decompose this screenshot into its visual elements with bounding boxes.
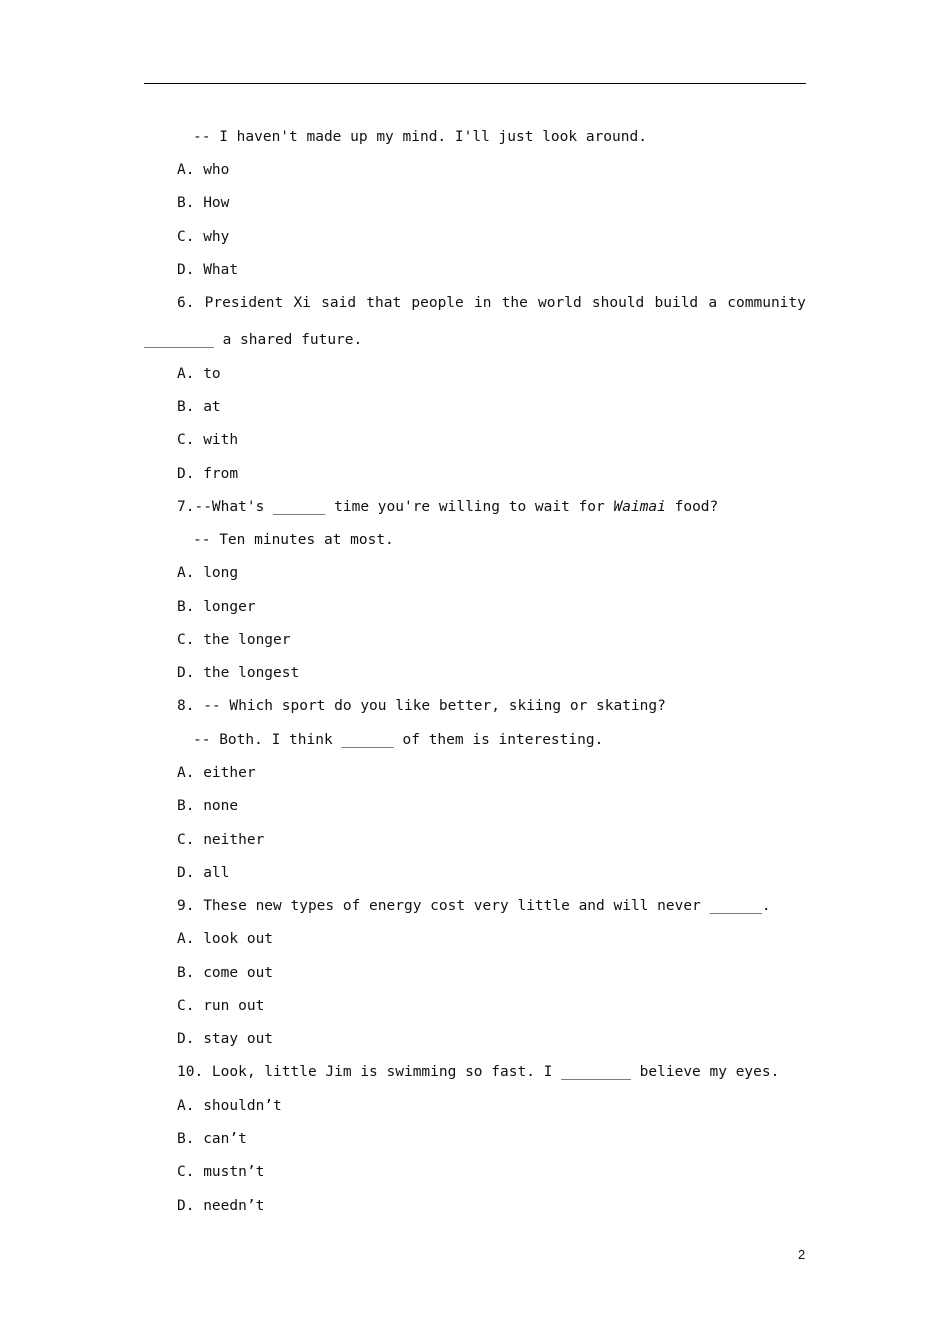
q7-stem — [177, 497, 718, 517]
q9-option-b: B. come out — [177, 965, 274, 981]
q8-stem: 8. -- Which sport do you like better, skiing or skating? — [177, 698, 666, 714]
header-rule — [144, 83, 806, 84]
q5-option-a: A. who — [177, 162, 230, 178]
q8-option-a: A. either — [177, 765, 256, 781]
page-number: 2 — [798, 1247, 806, 1262]
q9-option-c: C. run out — [177, 998, 265, 1014]
q6-word: said — [321, 295, 357, 311]
q6-word: people — [411, 295, 464, 311]
q6-option-d: D. from — [177, 466, 239, 482]
q6-word: the — [501, 295, 528, 311]
q9-stem: 9. These new types of energy cost very little and will never ______. — [177, 898, 771, 914]
q6-word: community — [727, 295, 806, 311]
q6-stem-line1 — [177, 293, 806, 313]
q6-word: build — [654, 295, 699, 311]
q7-option-d: D. the longest — [177, 665, 300, 681]
q5-option-b: B. How — [177, 195, 230, 211]
q10-option-c: C. mustn’t — [177, 1164, 265, 1180]
q6-stem-line2: ________ a shared future. — [144, 332, 363, 348]
q6-word: 6. — [177, 295, 195, 311]
q10-option-a: A. shouldn’t — [177, 1098, 282, 1114]
q8-option-c: C. neither — [177, 832, 265, 848]
q8-option-d: D. all — [177, 865, 230, 881]
q8-reply: -- Both. I think ______ of them is interesting. — [193, 732, 604, 748]
q6-word: that — [366, 295, 402, 311]
q9-option-d: D. stay out — [177, 1031, 274, 1047]
q6-word: President — [204, 295, 284, 311]
q6-option-a: A. to — [177, 366, 221, 382]
q6-word: a — [708, 295, 718, 311]
q6-option-b: B. at — [177, 399, 221, 415]
q6-word: in — [473, 295, 492, 311]
q7-reply: -- Ten minutes at most. — [193, 532, 394, 548]
q6-word: Xi — [293, 295, 311, 311]
q7-stem-pre: 7.--What's ______ time you're willing to wait for — [177, 499, 614, 515]
q7-option-c: C. the longer — [177, 632, 291, 648]
q10-stem: 10. Look, little Jim is swimming so fast. I ________ believe my eyes. — [177, 1064, 780, 1080]
q5-option-c: C. why — [177, 229, 230, 245]
q6-option-c: C. with — [177, 432, 239, 448]
q6-word: world — [538, 295, 582, 311]
q10-option-b: B. can’t — [177, 1131, 247, 1147]
q9-option-a: A. look out — [177, 931, 274, 947]
q6-word: should — [591, 295, 645, 311]
q5-option-d: D. What — [177, 262, 239, 278]
q7-option-b: B. longer — [177, 599, 256, 615]
q8-option-b: B. none — [177, 798, 239, 814]
q7-stem-italic: Waimai — [613, 499, 666, 515]
q7-option-a: A. long — [177, 565, 239, 581]
q5-reply: -- I haven't made up my mind. I'll just look around. — [193, 129, 647, 145]
q10-option-d: D. needn’t — [177, 1198, 265, 1214]
q7-stem-post: food? — [665, 499, 719, 515]
